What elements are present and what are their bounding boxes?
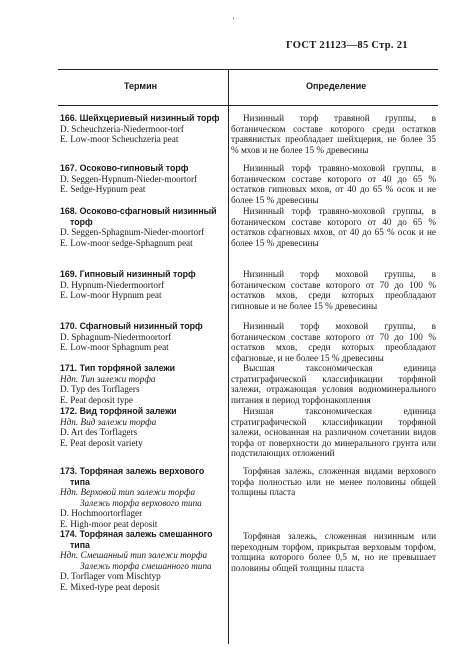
definition-173: Торфяная залежь, сложенная видами верхового торфа полностью или не менее половины общей толщины пласта: [231, 466, 436, 498]
term-german: D. Seggen-Sphagnum-Nieder-moortorf: [60, 227, 205, 238]
page-header: ГОСТ 21123—85 Стр. 21: [286, 40, 408, 51]
term-169: [60, 269, 224, 301]
term-english: E. Low-moor Sphagnum peat: [60, 342, 169, 353]
term-title: 170. Сфагновый низинный торф: [60, 321, 203, 331]
term-english: E. Peat deposit type: [60, 394, 133, 405]
term-title: 171. Тип торфяной залежи: [60, 363, 176, 373]
term-english: E. Sedge-Hypnum peat: [60, 184, 146, 195]
term-german: D. Typ des Torflagers: [60, 384, 140, 395]
definition-166: Низинный торф травяной группы, в ботаническом составе которого среди остатков травянистых преобладает шейхцерия, не более 35 % мхов и не более 15 % древесины: [231, 113, 436, 155]
term-nonstandard: Ндп. Смешанный тип залежи торфа: [60, 550, 208, 561]
term-english: E. Low-moor Scheuchzeria peat: [60, 134, 179, 145]
term-title: 167. Осоково-гипновый торф: [60, 163, 189, 173]
column-divider: [228, 69, 229, 644]
term-german: D. Seggen-Hypnum-Nieder-moortorf: [60, 173, 198, 184]
term-167: [60, 163, 224, 195]
stray-mark: ': [233, 16, 235, 25]
term-title: 172. Вид торфяной залежи: [60, 406, 177, 416]
term-german: D. Hochmoortorflager: [60, 508, 143, 519]
header-rule: [58, 105, 438, 106]
term-english: E. Low-moor Hypnum peat: [60, 290, 162, 301]
term-title: 169. Гипновый низинный торф: [60, 269, 196, 279]
term-nonstandard: Ндп. Вид залежи торфа: [60, 416, 157, 427]
term-173: [60, 466, 224, 530]
column-header-term: Термин: [124, 81, 158, 91]
term-nonstandard: Ндп. Верховой тип залежи торфа: [60, 487, 196, 498]
term-171: [60, 363, 224, 405]
term-title: 168. Осоково-сфагновый низинный торф: [60, 206, 217, 227]
term-nonstandard: Ндп. Тип залежи торфа: [60, 373, 156, 384]
term-title: 174. Торфяная залежь смешанного типа: [60, 529, 213, 550]
term-nonstandard-alt: Залежь торфа смешанного типа: [80, 560, 212, 571]
term-title: 173. Торфяная залежь верхового типа: [60, 466, 205, 487]
term-german: D. Torflager vom Mischtyp: [60, 571, 161, 582]
term-german: D. Hypnum-Niedermoortorf: [60, 279, 165, 290]
top-rule: [58, 69, 438, 70]
definition-170: Низинный торф моховой группы, в ботаническом составе которого от 70 до 100 % остатков мхов, среди которых преобладают сфагновые, и не более 15 % древесины: [231, 321, 436, 363]
term-174: [60, 529, 224, 593]
term-english: E. Peat deposit variety: [60, 437, 143, 448]
definition-171: Высшая таксономическая единица стратиграфической классификации торфяной залежи, отражающая условия водноминерального питания в период торфонакопления: [231, 363, 436, 405]
definition-169: Низинный торф моховой группы, в ботаническом составе которого от 70 до 100 % остатков мхов, среди которых преобладают гипновые и не более 15 % древесины: [231, 269, 436, 311]
term-english: E. High-moor peat deposit: [60, 518, 158, 529]
definition-172: Низшая таксономическая единица стратиграфической классификации торфяной залежи, основанная на различном сочетании видов торфа от поверхности до минерального грунта или подстилающих отложений: [231, 406, 436, 459]
term-nonstandard-alt: Залежь торфа верхового типа: [80, 497, 202, 508]
definition-167: Низинный торф травяно-моховой группы, в ботаническом составе которого от 40 до 65 % остатков гипновых мхов, от 40 до 65 % осок и не более 15 % древесины: [231, 163, 436, 205]
term-title: 166. Шейхцериевый низинный торф: [60, 113, 220, 123]
definition-168: Низинный торф травяно-моховой группы, в ботаническом составе которого от 40 до 65 % остатков сфагновых мхов, от 40 до 65 % осок и не более 15 % древесины: [231, 206, 436, 248]
term-german: D. Scheuchzeria-Niedermoor-torf: [60, 123, 184, 134]
term-168: [60, 206, 224, 248]
term-german: D. Sphagnum-Niedermoortorf: [60, 331, 172, 342]
term-english: E. Mixed-type peat deposit: [60, 581, 160, 592]
term-german: D. Art des Torflagers: [60, 427, 138, 438]
term-170: [60, 321, 224, 353]
term-english: E. Low-moor sedge-Sphagnum peat: [60, 237, 193, 248]
term-166: [60, 113, 224, 145]
column-header-definition: Определение: [306, 81, 367, 91]
term-172: [60, 406, 224, 448]
definition-174: Торфяная залежь, сложенная низинным или переходным торфом, прикрытая верховым торфом, толщина которого более 0,5 м, но не превышает половины общей толщины пласта: [231, 531, 436, 573]
